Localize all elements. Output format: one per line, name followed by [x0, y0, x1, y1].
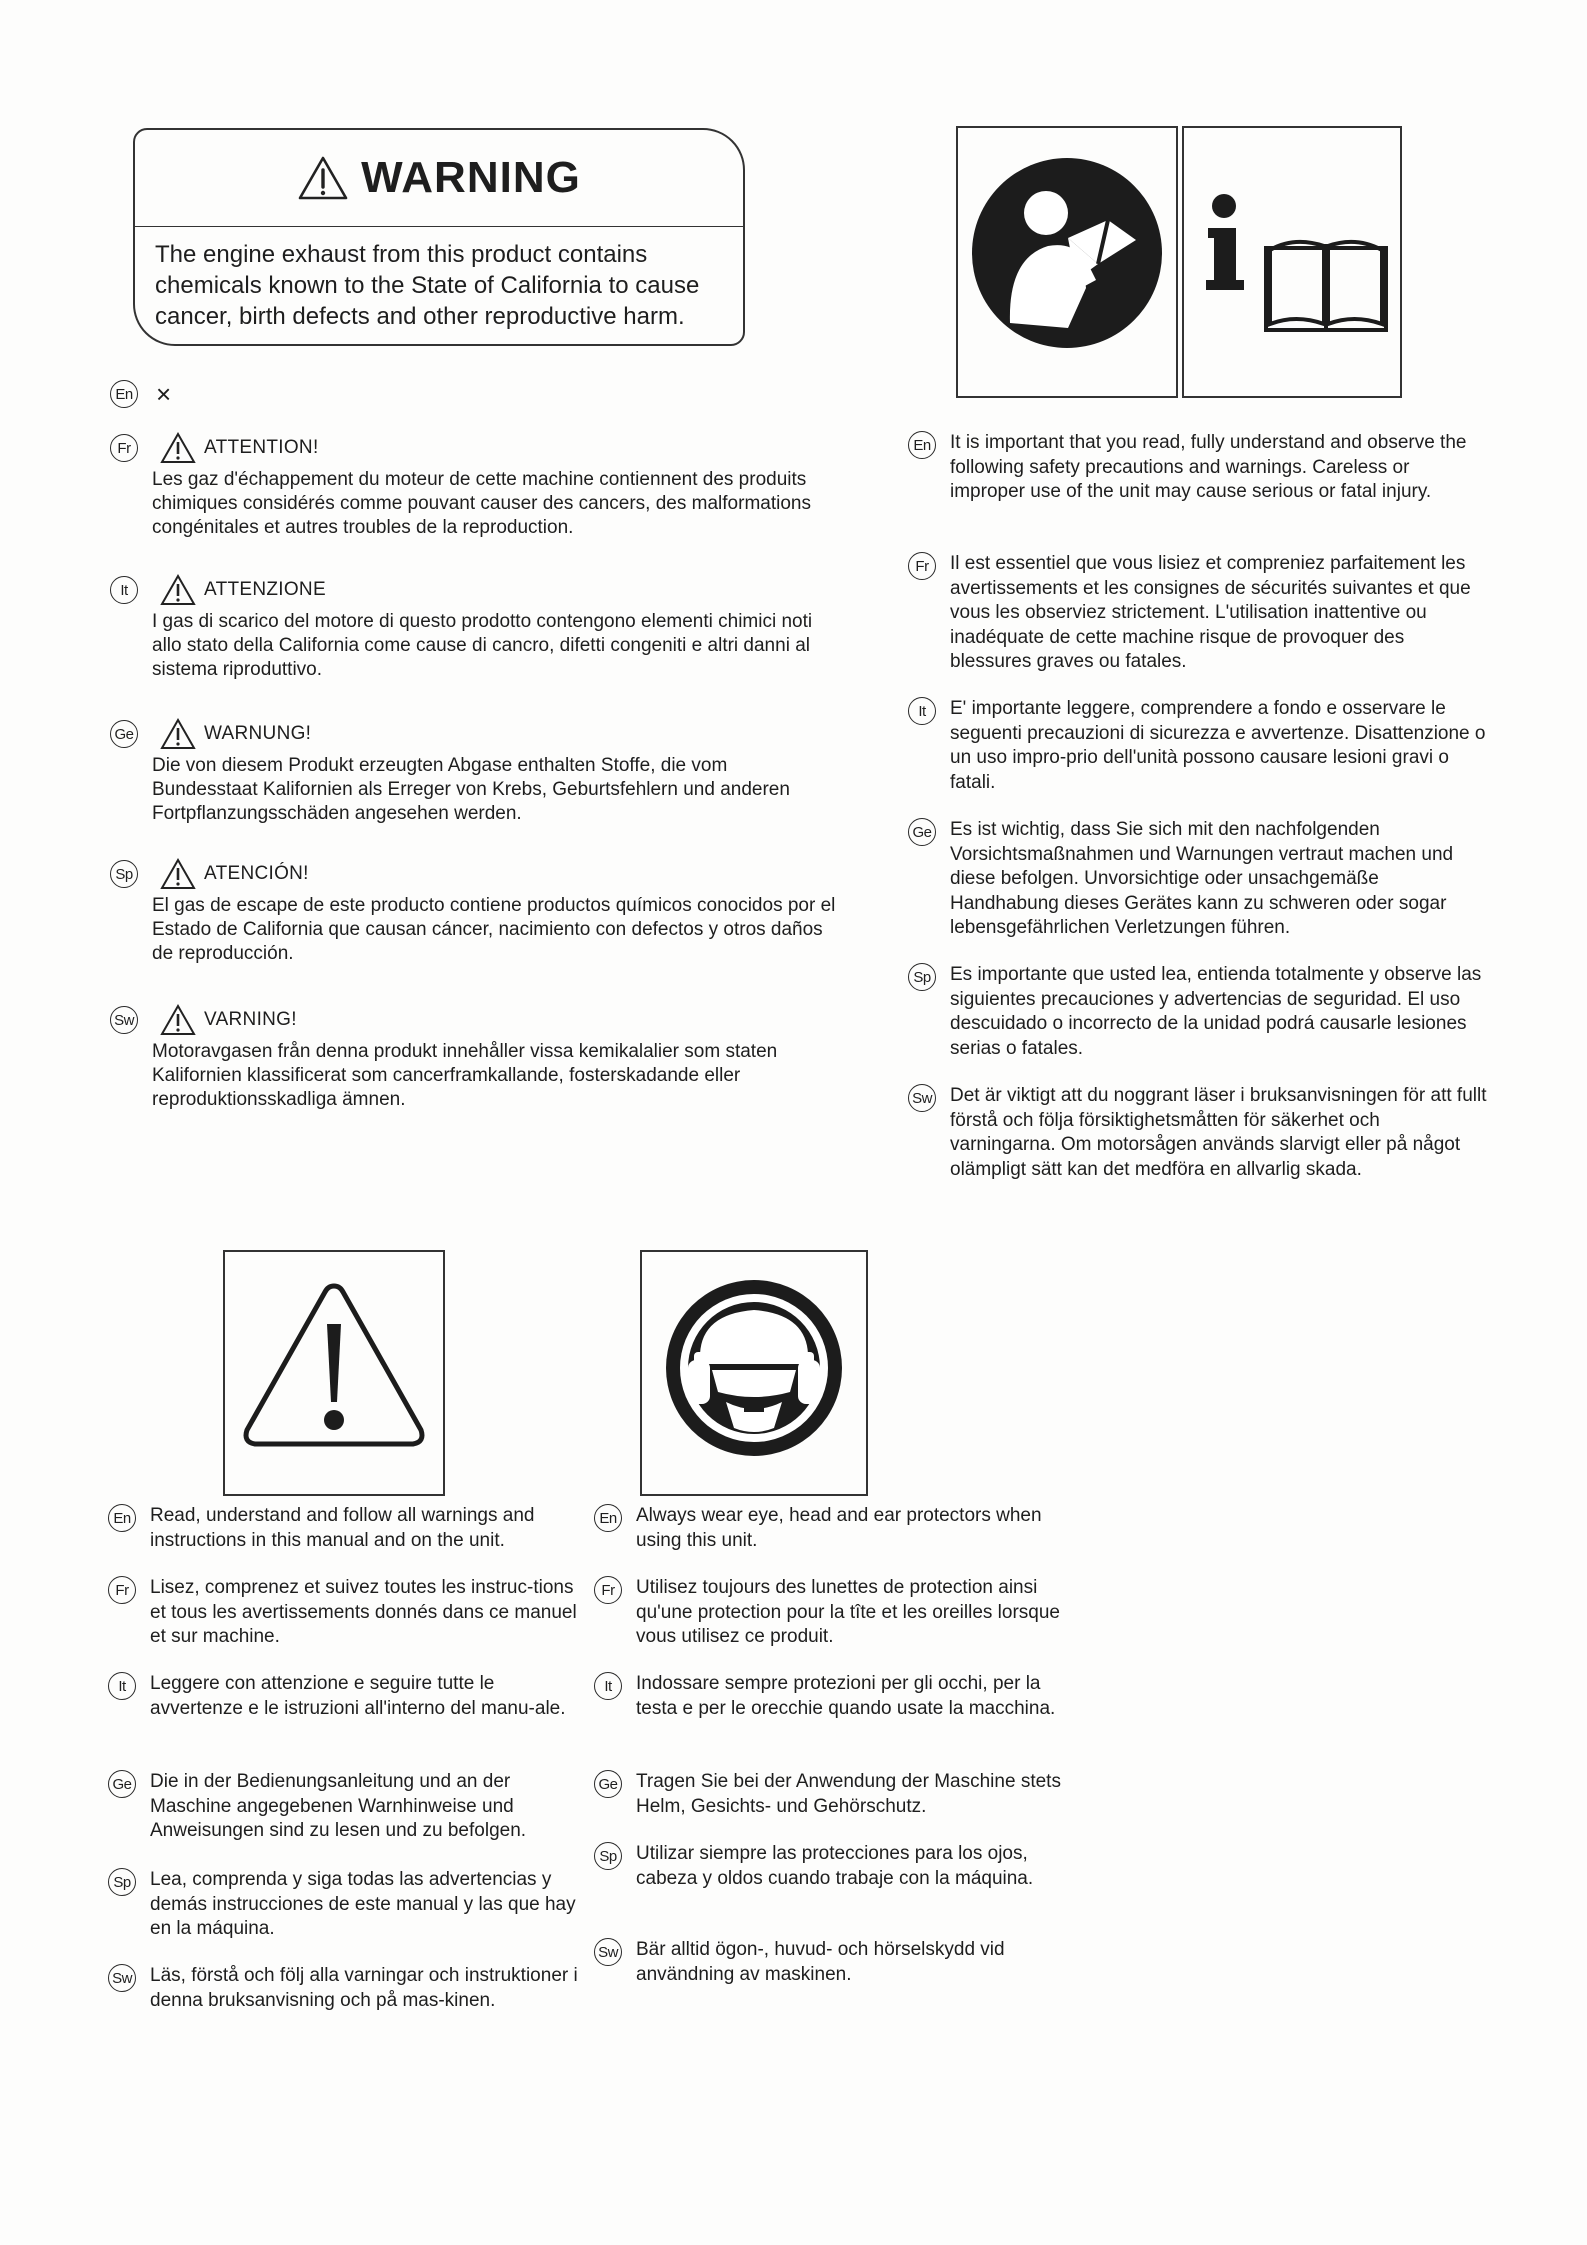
warning-title-row — [135, 130, 743, 227]
language-badge: Fr — [108, 1576, 136, 1604]
language-badge: En — [908, 431, 936, 459]
language-badge: Sp — [110, 860, 138, 888]
warning-title: WARNING — [361, 153, 581, 202]
read-manual-en-body: It is important that you read, fully understand and observe the following safety precautions and warnings. Careless or improper use of the unit may cause serious or fatal injury. — [950, 432, 1467, 502]
language-badge: It — [594, 1672, 622, 1700]
language-badge: Sw — [108, 1964, 136, 1992]
follow-warnings-en-body: Read, understand and follow all warnings and instructions in this manual and on the unit. — [150, 1505, 535, 1551]
language-badge: Sp — [108, 1868, 136, 1896]
language-badge: Fr — [110, 434, 138, 462]
warning-triangle-icon — [225, 1252, 443, 1494]
protectors-it — [594, 1672, 1064, 1721]
follow-warnings-sw-body: Läs, förstå och följ alla varningar och instruktioner i denna bruksanvisning och på mas-kinen. — [150, 1965, 578, 2011]
warning-sw-title: VARNING! — [204, 1009, 297, 1030]
california-warning-box — [133, 128, 745, 346]
follow-warnings-it-body: Leggere con attenzione e seguire tutte le avvertenze e le istruzioni all'interno del manu-ale. — [150, 1673, 566, 1719]
follow-warnings-en — [108, 1504, 578, 1553]
protectors-fr — [594, 1576, 1064, 1650]
attention-triangle-icon — [160, 574, 196, 606]
read-manual-sw — [908, 1084, 1488, 1182]
attention-triangle-icon — [160, 718, 196, 750]
language-badge: En — [110, 380, 138, 408]
warning-sw — [110, 1002, 830, 1112]
language-badge: Fr — [908, 552, 936, 580]
protectors-sw — [594, 1938, 1064, 1987]
protectors-sw-body: Bär alltid ögon-, huvud- och hörselskydd vid användning av maskinen. — [636, 1939, 1005, 1985]
warning-triangle-frame — [223, 1250, 445, 1496]
language-badge: Fr — [594, 1576, 622, 1604]
protectors-sp-body: Utilizar siempre las protecciones para los ojos, cabeza y oldos cuando trabaje con la máquina. — [636, 1843, 1034, 1889]
language-badge: En — [108, 1504, 136, 1532]
protectors-it-body: Indossare sempre protezioni per gli occhi, per la testa e per le orecchie quando usate la macchina. — [636, 1673, 1056, 1719]
warning-fr-body: Les gaz d'échappement du moteur de cette machine contiennent des produits chimiques considérés comme pouvant causer des cancers, des malformations congénitales et autres troubles de la reproduction. — [152, 469, 811, 538]
protective-gear-frame — [640, 1250, 868, 1496]
protectors-fr-body: Utilisez toujours des lunettes de protection ainsi qu'une protection pour la tîte et les oreilles lorsque vous utilisez ce produit. — [636, 1577, 1060, 1647]
language-badge: En — [594, 1504, 622, 1532]
language-badge: Ge — [110, 720, 138, 748]
read-manual-en — [908, 431, 1488, 505]
attention-triangle-icon — [160, 432, 196, 464]
protectors-en-body: Always wear eye, head and ear protectors when using this unit. — [636, 1505, 1042, 1551]
warning-fr — [110, 430, 830, 540]
read-manual-frame — [956, 126, 1178, 398]
language-badge: It — [108, 1672, 136, 1700]
language-badge: It — [110, 576, 138, 604]
read-manual-ge-body: Es ist wichtig, dass Sie sich mit den nachfolgenden Vorsichtsmaßnahmen und Warnungen vertraut machen und diese befolgen. Unvorsichtige oder unsachgemäße Handhabung dieses Gerätes kann zu schweren oder sogar lebensgefährlichen Verletzungen führen. — [950, 819, 1454, 938]
read-manual-it-body: E' importante leggere, comprendere a fondo e osservare le seguenti precauzioni di sicurezza e avvertenze. Disattenzione o un uso impro-prio dell'unità possono causare lesioni gravi o fatali. — [950, 698, 1486, 793]
warning-fr-title: ATTENTION! — [204, 437, 319, 458]
follow-warnings-ge-body: Die in der Bedienungsanleitung und an der Maschine angegebenen Warnhinweise und Anweisungen sind zu lesen und zu befolgen. — [150, 1771, 527, 1841]
warning-it-title: ATTENZIONE — [204, 579, 326, 600]
warning-it — [110, 572, 830, 682]
warning-sp-title: ATENCIÓN! — [204, 863, 309, 884]
attention-triangle-icon — [160, 1004, 196, 1036]
warning-it-body: I gas di scarico del motore di questo prodotto contengono elementi chimici noti allo stato della California come cause di cancro, difetti congeniti e altri danni al sistema riproduttivo. — [152, 611, 813, 680]
language-badge: Sw — [594, 1938, 622, 1966]
warning-en-body: × — [156, 379, 172, 409]
language-badge: Ge — [108, 1770, 136, 1798]
info-book-icon — [1184, 128, 1400, 396]
follow-warnings-sw — [108, 1964, 578, 2013]
read-manual-fr — [908, 552, 1488, 675]
warning-en — [110, 380, 670, 408]
warning-ge-title: WARNUNG! — [204, 723, 312, 744]
warning-triangle-icon — [297, 155, 349, 201]
warning-sp-body: El gas de escape de este producto contiene productos químicos conocidos por el Estado de California que causan cáncer, nacimiento con defectos y otros daños de reproducción. — [152, 895, 836, 964]
follow-warnings-it — [108, 1672, 578, 1721]
language-badge: Ge — [594, 1770, 622, 1798]
warning-ge-body: Die von diesem Produkt erzeugten Abgase enthalten Stoffe, die vom Bundesstaat Kalifornien als Erreger von Krebs, Geburtsfehlern und anderen Fortpflanzungsschäden angesehen werden. — [152, 755, 790, 824]
protectors-sp — [594, 1842, 1064, 1891]
follow-warnings-sp — [108, 1868, 578, 1942]
read-manual-sw-body: Det är viktigt att du noggrant läser i bruksanvisningen för att fullt förstå och följa försiktighetsmåtten för säkerhet och varningarna. Om motorsågen används slarvigt eller på något olämpligt sätt kan det medföra en allvarlig skada. — [950, 1085, 1487, 1180]
follow-warnings-ge — [108, 1770, 578, 1844]
read-manual-it — [908, 697, 1488, 795]
language-badge: Sw — [110, 1006, 138, 1034]
warning-sp — [110, 856, 840, 966]
read-manual-fr-body: Il est essentiel que vous lisiez et compreniez parfaitement les avertissements et les consignes de sécurités suivantes et que vous les observiez strictement. L'utilisation inattentive ou inadéquate de cette machine risque de provoquer des blessures graves ou fatales. — [950, 553, 1471, 672]
read-manual-ge — [908, 818, 1488, 941]
language-badge: Sw — [908, 1084, 936, 1112]
follow-warnings-fr — [108, 1576, 578, 1650]
warning-sw-body: Motoravgasen från denna produkt innehåller vissa kemikalalier som staten Kalifornien klassificerat som cancerframkallande, fosterskadande eller reproduktionsskadliga ämnen. — [152, 1041, 778, 1110]
warning-message: The engine exhaust from this product contains chemicals known to the State of California to cause cancer, birth defects and other reproductive harm. — [155, 241, 700, 330]
protectors-ge-body: Tragen Sie bei der Anwendung der Maschine stets Helm, Gesichts- und Gehörschutz. — [636, 1771, 1061, 1817]
attention-triangle-icon — [160, 858, 196, 890]
read-manual-sp-body: Es importante que usted lea, entienda totalmente y observe las siguientes precauciones y advertencias de seguridad. El uso descuidado o incorrecto de la unidad podrá causarle lesiones serias o fatales. — [950, 964, 1482, 1059]
info-book-frame — [1182, 126, 1402, 398]
read-manual-sp — [908, 963, 1488, 1061]
language-badge: It — [908, 697, 936, 725]
protective-gear-icon — [642, 1252, 866, 1494]
warning-ge — [110, 716, 830, 826]
language-badge: Ge — [908, 818, 936, 846]
read-manual-icon — [958, 128, 1176, 396]
language-badge: Sp — [908, 963, 936, 991]
protectors-en — [594, 1504, 1064, 1553]
follow-warnings-sp-body: Lea, comprenda y siga todas las advertencias y demás instrucciones de este manual y las que hay en la máquina. — [150, 1869, 576, 1939]
follow-warnings-fr-body: Lisez, comprenez et suivez toutes les instruc-tions et tous les avertissements donnés dans ce manuel et sur machine. — [150, 1577, 577, 1647]
protectors-ge — [594, 1770, 1064, 1819]
language-badge: Sp — [594, 1842, 622, 1870]
